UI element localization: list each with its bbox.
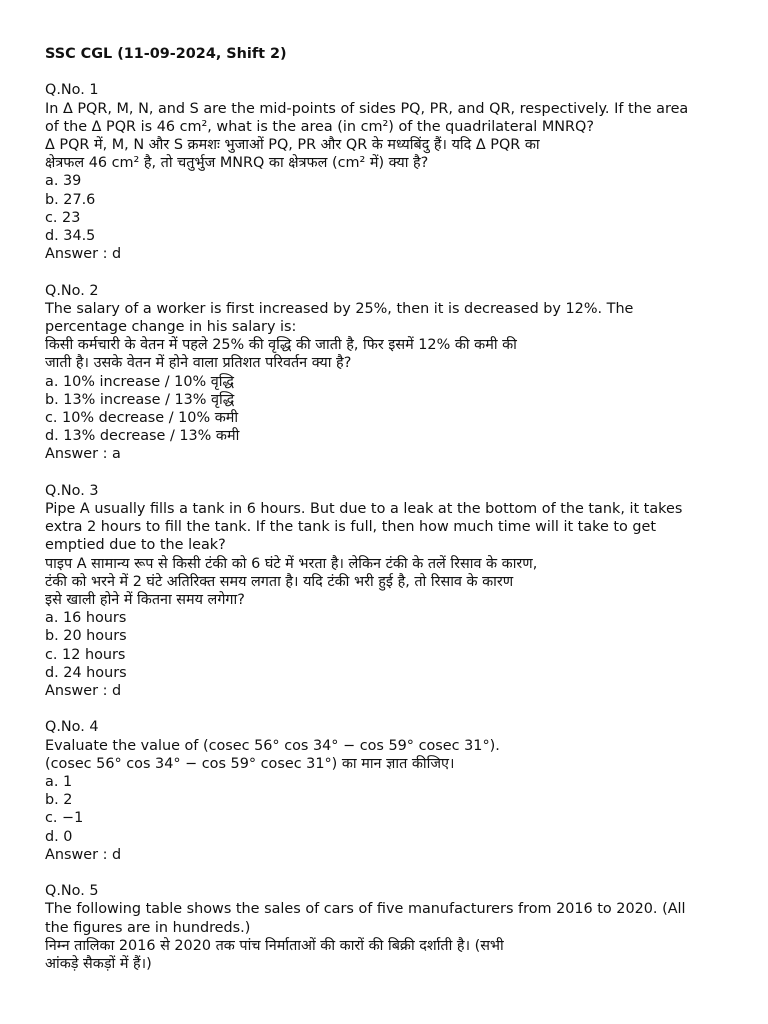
- question-number: Q.No. 5: [45, 883, 99, 900]
- question-block-5: [45, 882, 735, 973]
- option-b: b. 2: [45, 792, 73, 809]
- option-b: b. 20 hours: [45, 628, 127, 645]
- question-text-line-hindi: निम्न तालिका 2016 से 2020 तक पांच निर्माताओं की कारों की बिक्री दर्शाती है। (सभी: [45, 937, 504, 954]
- question-block-4: [45, 718, 735, 864]
- question-text-line-hindi: इसे खाली होने में कितना समय लगेगा?: [45, 592, 245, 609]
- option-c: c. −1: [45, 810, 84, 827]
- question-number: Q.No. 3: [45, 482, 99, 499]
- document-page: [45, 45, 735, 973]
- option-d: d. 24 hours: [45, 664, 127, 681]
- option-a: a. 16 hours: [45, 610, 127, 627]
- option-c: c. 10% decrease / 10% कमी: [45, 410, 239, 427]
- question-text-line: The salary of a worker is first increased by 25%, then it is decreased by 12%. The: [45, 300, 634, 317]
- option-b: b. 27.6: [45, 191, 96, 208]
- option-a: a. 1: [45, 774, 73, 791]
- question-text-line: In Δ PQR, M, N, and S are the mid-points of sides PQ, PR, and QR, respectively. If the area: [45, 100, 689, 117]
- question-block-2: [45, 282, 735, 464]
- question-text-line-hindi: आंकड़े सैकड़ों में हैं।): [45, 956, 152, 973]
- question-text-line-hindi: (cosec 56° cos 34° − cos 59° cosec 31°) का मान ज्ञात कीजिए।: [45, 755, 455, 772]
- answer-line: Answer : a: [45, 446, 121, 463]
- question-block-3: [45, 482, 735, 700]
- question-text-line: of the Δ PQR is 46 cm², what is the area (in cm²) of the quadrilateral MNRQ?: [45, 118, 595, 135]
- question-text-line-hindi: Δ PQR में, M, N और S क्रमशः भुजाओं PQ, PR और QR के मध्यबिंदु हैं। यदि Δ PQR का: [45, 136, 540, 153]
- question-text-line-hindi: पाइप A सामान्य रूप से किसी टंकी को 6 घंटे में भरता है। लेकिन टंकी के तलें रिसाव के कारण,: [45, 555, 538, 572]
- question-text-line: Evaluate the value of (cosec 56° cos 34° − cos 59° cosec 31°).: [45, 737, 500, 754]
- option-b: b. 13% increase / 13% वृद्धि: [45, 391, 235, 408]
- question-number: Q.No. 2: [45, 282, 99, 299]
- question-block-1: [45, 81, 735, 263]
- question-text-line: extra 2 hours to fill the tank. If the tank is full, then how much time will it take to get: [45, 519, 657, 536]
- option-a: a. 10% increase / 10% वृद्धि: [45, 373, 234, 390]
- document-title: SSC CGL (11-09-2024, Shift 2): [45, 46, 287, 62]
- question-text-line: emptied due to the leak?: [45, 537, 226, 554]
- answer-line: Answer : d: [45, 683, 122, 700]
- question-text-line-hindi: क्षेत्रफल 46 cm² है, तो चतुर्भुज MNRQ का क्षेत्रफल (cm² में) क्या है?: [45, 155, 429, 172]
- option-c: c. 12 hours: [45, 646, 126, 663]
- answer-line: Answer : d: [45, 846, 122, 863]
- question-text-line: Pipe A usually fills a tank in 6 hours. But due to a leak at the bottom of the tank, it takes: [45, 501, 683, 518]
- option-d: d. 13% decrease / 13% कमी: [45, 428, 240, 445]
- option-d: d. 0: [45, 828, 73, 845]
- question-text-line-hindi: टंकी को भरने में 2 घंटे अतिरिक्त समय लगता है। यदि टंकी भरी हुई है, तो रिसाव के कारण: [45, 573, 514, 590]
- question-text-line-hindi: जाती है। उसके वेतन में होने वाला प्रतिशत परिवर्तन क्या है?: [45, 355, 352, 372]
- question-text-line-hindi: किसी कर्मचारी के वेतन में पहले 25% की वृद्धि की जाती है, फिर इसमें 12% की कमी की: [45, 337, 517, 354]
- question-text-line: the figures are in hundreds.): [45, 919, 251, 936]
- answer-line: Answer : d: [45, 246, 122, 263]
- option-d: d. 34.5: [45, 228, 96, 244]
- question-text-line: The following table shows the sales of cars of five manufacturers from 2016 to 2020. (All: [45, 901, 686, 918]
- option-c: c. 23: [45, 209, 81, 226]
- question-number: Q.No. 1: [45, 82, 99, 99]
- option-a: a. 39: [45, 173, 82, 190]
- question-text-line: percentage change in his salary is:: [45, 319, 297, 335]
- question-number: Q.No. 4: [45, 719, 99, 736]
